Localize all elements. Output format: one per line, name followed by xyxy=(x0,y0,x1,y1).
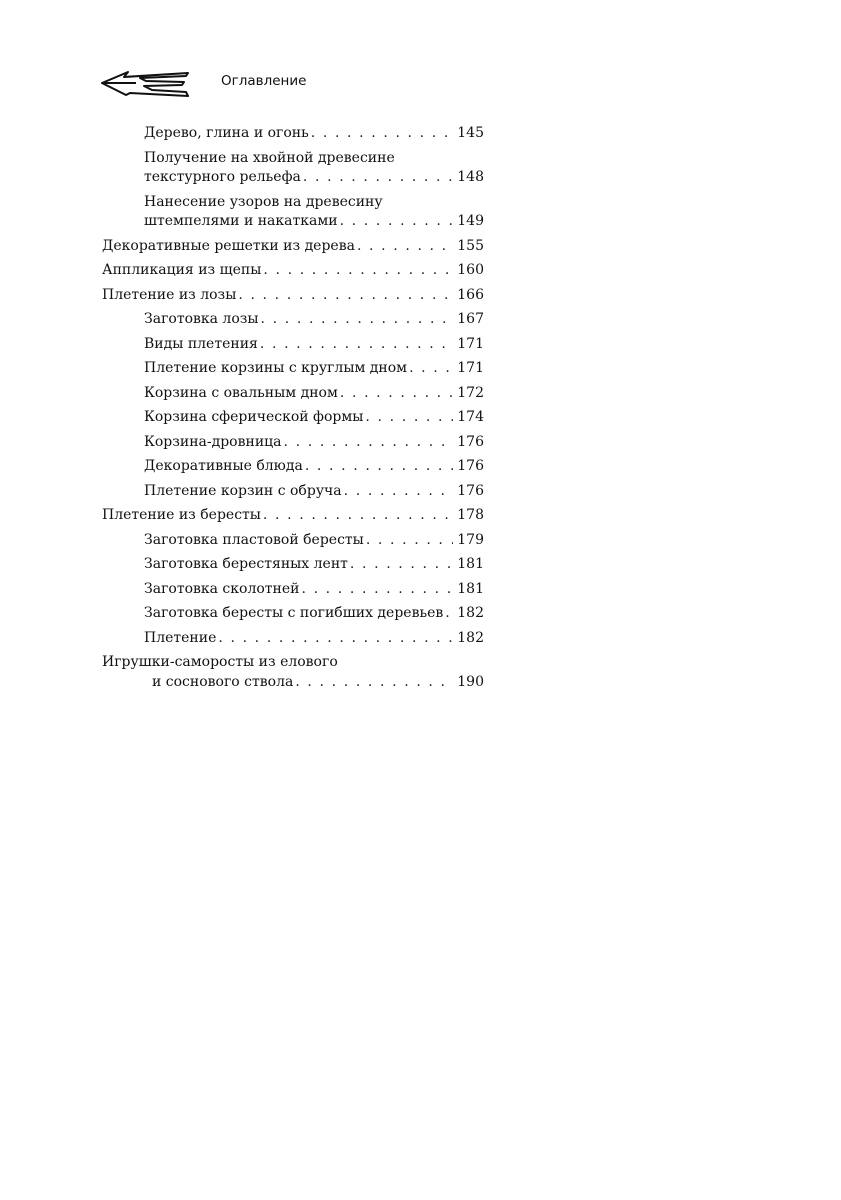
toc-entry[interactable] xyxy=(144,359,484,379)
toc-entry[interactable] xyxy=(144,335,484,355)
dot-leader xyxy=(218,629,453,649)
dot-leader xyxy=(305,457,453,477)
toc-entry-title: Плетение xyxy=(144,629,217,646)
toc-entry[interactable] xyxy=(144,433,484,453)
toc-entry[interactable] xyxy=(102,237,484,257)
toc-page-number: 176 xyxy=(457,458,484,474)
toc-page-number: 145 xyxy=(457,125,484,141)
toc-entry[interactable] xyxy=(144,629,484,649)
dot-leader xyxy=(365,408,453,428)
toc-entry[interactable] xyxy=(102,653,484,692)
toc-entry-title: Заготовка лозы xyxy=(144,311,259,327)
toc-entry[interactable] xyxy=(144,384,484,404)
toc-entry[interactable] xyxy=(144,310,484,330)
toc-entry[interactable] xyxy=(102,506,484,526)
arrow-left-icon xyxy=(100,68,190,98)
toc-entry-title: Декоративные блюда xyxy=(144,458,303,474)
toc-entry-title: Заготовка пластовой бересты xyxy=(144,531,364,548)
toc-page-number: 179 xyxy=(457,531,484,548)
toc-entry[interactable] xyxy=(144,149,484,188)
dot-leader xyxy=(263,506,453,526)
dot-leader xyxy=(295,673,453,693)
toc-entry[interactable] xyxy=(144,193,484,232)
dot-leader xyxy=(366,531,453,551)
toc-page-number: 166 xyxy=(457,286,484,303)
toc-entry-title: Плетение из лозы xyxy=(102,286,237,303)
toc-entry-title: Декоративные решетки из дерева xyxy=(102,237,355,254)
dot-leader xyxy=(344,482,454,502)
toc-entry[interactable] xyxy=(144,482,484,502)
toc-page-number: 172 xyxy=(457,384,484,401)
toc-page-number: 190 xyxy=(457,673,484,690)
toc-entry-title: Корзина сферической формы xyxy=(144,409,364,425)
dot-leader xyxy=(301,580,453,600)
toc-entry-title: текстурного рельефа xyxy=(144,169,301,185)
toc-entry-title: Плетение корзин с обруча xyxy=(144,482,342,499)
toc-page-number: 174 xyxy=(457,409,484,425)
toc-entry-title: Плетение из бересты xyxy=(102,507,261,523)
toc-page-number: 148 xyxy=(457,169,484,185)
toc-entry-title: Корзина-дровница xyxy=(144,433,282,450)
toc-page-number: 176 xyxy=(457,482,484,499)
toc-entry-title: Игрушки-саморосты из елового xyxy=(102,654,338,670)
toc-entry-title: Заготовка сколотней xyxy=(144,580,300,597)
toc-entry-title: Дерево, глина и огонь xyxy=(144,125,309,141)
dot-leader xyxy=(261,310,454,330)
dot-leader xyxy=(263,261,453,281)
toc-entry[interactable] xyxy=(144,457,484,477)
dot-leader xyxy=(238,286,453,306)
toc-entry[interactable] xyxy=(144,124,484,144)
toc-entry[interactable] xyxy=(144,580,484,600)
toc-entry-title: и соснового ствола xyxy=(152,673,294,690)
toc-page-number: 160 xyxy=(457,262,484,278)
dot-leader xyxy=(340,384,453,404)
dot-leader xyxy=(445,604,453,624)
toc-entry[interactable] xyxy=(144,555,484,575)
toc-entry-title: штемпелями и накатками xyxy=(144,213,338,229)
dot-leader xyxy=(340,212,454,232)
toc-entry[interactable] xyxy=(144,531,484,551)
toc-entry-title: Плетение корзины с круглым дном xyxy=(144,360,408,376)
dot-leader xyxy=(284,433,454,453)
toc-page-number: 178 xyxy=(457,507,484,523)
toc-page-number: 176 xyxy=(457,433,484,450)
toc-entry-title: Заготовка бересты с погибших деревьев xyxy=(144,605,444,621)
toc-page-number: 182 xyxy=(457,605,484,621)
dot-leader xyxy=(260,335,453,355)
toc-page-number: 155 xyxy=(457,237,484,254)
toc-page-number: 171 xyxy=(457,335,484,352)
dot-leader xyxy=(350,555,453,575)
toc-entry-title: Корзина с овальным дном xyxy=(144,384,338,401)
toc-page-number: 181 xyxy=(457,556,484,572)
toc-page-number: 149 xyxy=(457,213,484,229)
toc-entry[interactable] xyxy=(102,286,484,306)
dot-leader xyxy=(303,168,453,188)
toc-page-number: 182 xyxy=(457,629,484,646)
toc-entry-title: Нанесение узоров на древесину xyxy=(144,193,383,210)
toc-entry-title: Заготовка берестяных лент xyxy=(144,556,348,572)
toc-entry-title: Виды плетения xyxy=(144,335,258,352)
toc-entry-title: Аппликация из щепы xyxy=(102,262,262,278)
dot-leader xyxy=(311,124,454,144)
toc-page-number: 167 xyxy=(457,311,484,327)
toc-entry[interactable] xyxy=(144,408,484,428)
page-title: Оглавление xyxy=(221,73,307,89)
dot-leader xyxy=(409,359,453,379)
toc-page-number: 171 xyxy=(457,360,484,376)
dot-leader xyxy=(357,237,453,257)
toc-entry[interactable] xyxy=(144,604,484,624)
toc-entry-title: Получение на хвойной древесине xyxy=(144,149,395,166)
page-header xyxy=(100,66,520,100)
toc-page-number: 181 xyxy=(457,580,484,597)
toc-entry[interactable] xyxy=(102,261,484,281)
table-of-contents xyxy=(102,124,484,697)
